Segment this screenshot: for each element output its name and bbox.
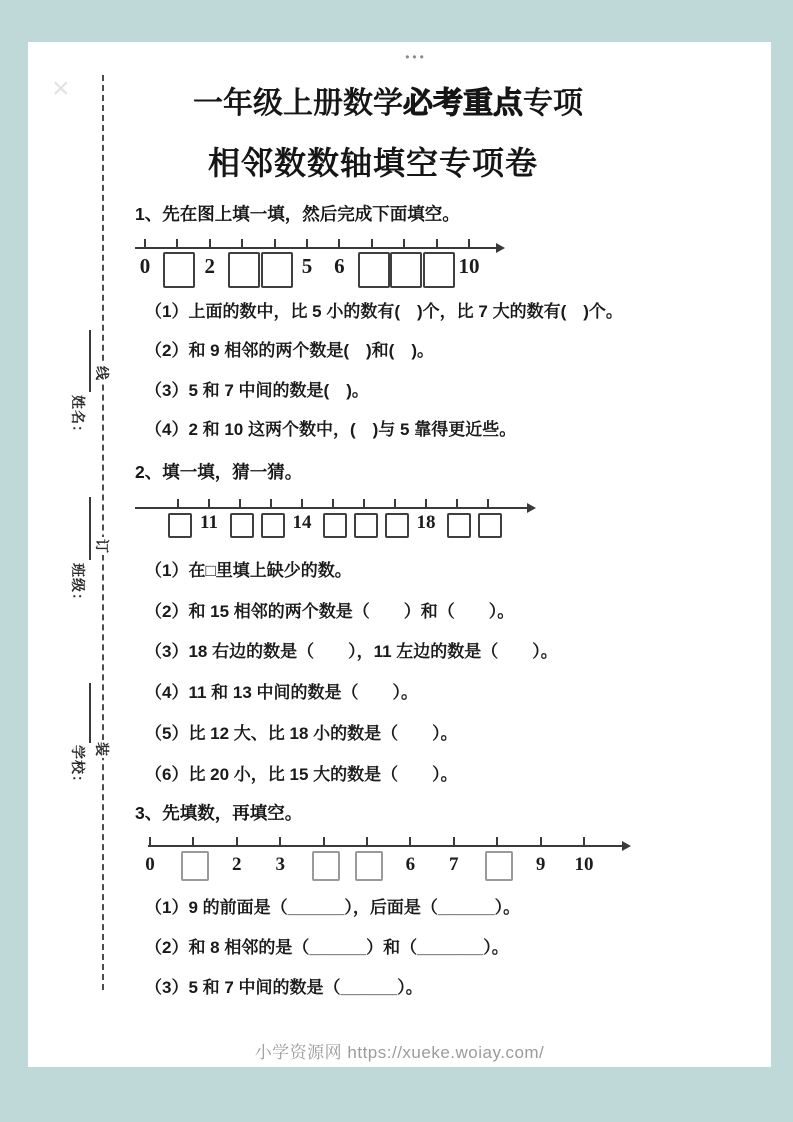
tick-mark [270,499,272,507]
number-line-axis [135,507,528,509]
footer-site: 小学资源网 https://xueke.woiay.com/ [254,1043,545,1062]
binding-dashed-line [102,75,104,990]
number-line-3 [135,831,751,893]
tick-mark [241,239,243,247]
tick-mark [192,837,194,845]
tick-number: 11 [200,512,218,533]
tick-number: 10 [458,254,480,278]
tick-mark [177,499,179,507]
tick-mark [583,837,585,845]
binding-char-bind: 装 [94,742,110,756]
tick-mark [176,239,178,247]
question-1-heading: 1、先在图上填一填，然后完成下面填空。 [135,203,460,224]
tick-mark [208,499,210,507]
tick-number: 2 [232,854,242,875]
fill-in-box [358,252,390,288]
tick-number: 18 [416,512,436,533]
tick-number: 2 [204,254,216,278]
tick-mark [540,837,542,845]
tick-mark [144,239,146,247]
question-2-subquestions [135,548,751,793]
axis-arrowhead [527,503,536,513]
sub-question: （3）5 和 7 中间的数是（______）。 [145,977,423,997]
tick-number: 10 [574,854,594,875]
tick-number: 9 [535,854,546,875]
name-field-label: 姓名： [70,395,86,440]
question-3-subquestions [135,885,751,1005]
tick-mark [301,499,303,507]
sub-question: （3）18 右边的数是（ ），11 左边的数是（ ）。 [145,642,558,662]
name-fill-line [89,330,91,392]
sub-question: （6）比 20 小，比 15 大的数是（ ）。 [145,764,458,784]
fill-in-box [228,252,260,288]
fill-in-box [312,851,340,881]
menu-dots-icon[interactable]: ••• [405,50,427,64]
tick-mark [366,837,368,845]
binding-char-line: 线 [94,366,110,380]
sub-question: （1）上面的数中，比 5 小的数有( )个，比 7 大的数有( )个。 [145,302,623,322]
tick-mark [453,837,455,845]
tick-mark [338,239,340,247]
sub-question: （1）9 的前面是（______），后面是（______）。 [145,897,521,917]
fill-in-box [355,851,383,881]
tick-mark [496,837,498,845]
sub-question: （4）11 和 13 中间的数是（ ）。 [145,683,419,703]
worksheet-page [28,42,771,1067]
class-field-label: 班级： [70,563,86,608]
tick-mark [279,837,281,845]
tick-mark [306,239,308,247]
fill-in-box [230,513,254,538]
tick-number: 5 [301,254,313,278]
axis-arrowhead [496,243,505,253]
question-2-heading: 2、填一填，猜一猜。 [135,461,303,482]
tick-mark [149,837,151,845]
tick-mark [394,499,396,507]
number-line-1 [135,235,751,295]
fill-in-box [323,513,347,538]
tick-number: 7 [449,854,459,875]
fill-in-box [181,851,209,881]
tick-mark [239,499,241,507]
tick-mark [323,837,325,845]
tick-mark [209,239,211,247]
tick-number: 14 [292,512,312,533]
sub-question: （2）和 15 相邻的两个数是（ ）和（ ）。 [145,601,515,621]
worksheet-title-line2: 相邻数数轴填空专项卷 [207,145,538,181]
tick-mark [363,499,365,507]
sub-question: （5）比 12 大、比 18 小的数是（ ）。 [145,724,458,744]
fill-in-box [447,513,471,538]
number-line-axis [135,247,497,249]
question-3-heading: 3、先填数，再填空。 [135,802,303,823]
tick-mark [274,239,276,247]
tick-mark [332,499,334,507]
sub-question: （3）5 和 7 中间的数是( )。 [145,380,369,400]
sub-question: （2）和 8 相邻的是（______）和（_______）。 [145,937,509,957]
tick-mark [487,499,489,507]
sub-question: （2）和 9 相邻的两个数是( )和( )。 [145,341,434,361]
worksheet-content [135,42,751,1067]
sub-question: （4）2 和 10 这两个数中，( )与 5 靠得更近些。 [145,420,517,440]
tick-mark [403,239,405,247]
tick-mark [425,499,427,507]
title-emphasis: 必考重点 [403,87,523,120]
tick-mark [236,837,238,845]
number-line-2 [135,491,751,546]
tick-number: 0 [145,854,155,875]
binding-char-staple: 订 [94,539,110,553]
tick-mark [371,239,373,247]
fill-in-box [390,252,422,288]
number-line-axis [148,845,623,847]
worksheet-title-line1: 一年级上册数学必考重点专项 [193,87,583,120]
fill-in-box [354,513,378,538]
tick-number: 6 [405,854,416,875]
tick-number: 0 [139,254,151,278]
question-1-subquestions [135,290,751,447]
tick-mark [468,239,470,247]
tick-mark [456,499,458,507]
tick-mark [436,239,438,247]
axis-arrowhead [622,841,631,851]
class-fill-line [89,497,91,560]
tick-number: 6 [334,254,345,278]
tick-number: 3 [275,854,285,875]
tick-mark [409,837,411,845]
school-fill-line [89,683,91,743]
fill-in-box [485,851,513,881]
close-icon[interactable]: × [52,72,70,105]
fill-in-box [478,513,502,538]
school-field-label: 学校： [70,745,86,790]
sub-question: （1）在□里填上缺少的数。 [145,560,352,580]
